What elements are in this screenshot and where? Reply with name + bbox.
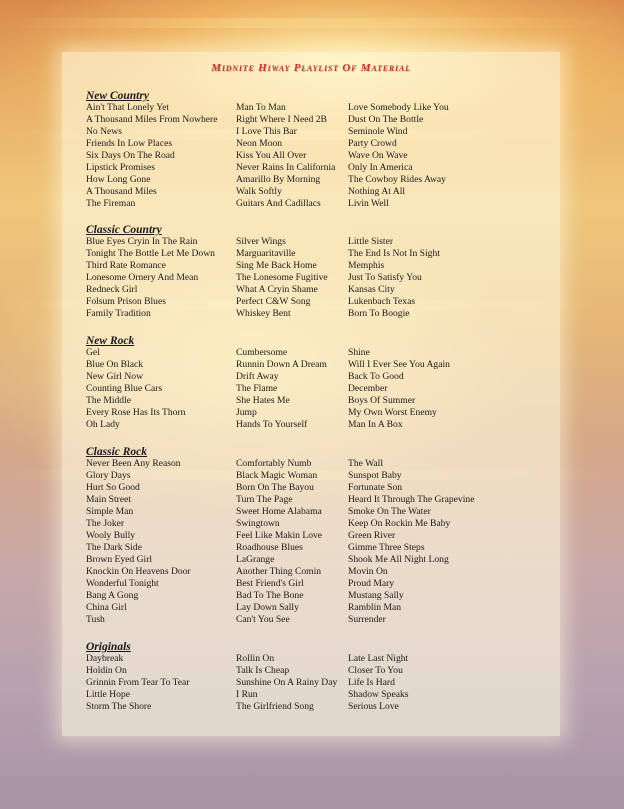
song-title: Grinnin From Tear To Tear <box>86 677 190 688</box>
song-title: The Girlfriend Song <box>236 701 314 712</box>
song-title: Wave On Wave <box>348 150 408 161</box>
song-column <box>236 458 322 626</box>
song-title: The Dark Side <box>86 542 142 553</box>
song-title: Sweet Home Alabama <box>236 506 322 517</box>
song-title: Man To Man <box>236 102 286 113</box>
song-title: I Run <box>236 689 258 700</box>
page-title: Midnite Hiway Playlist Of Material <box>211 62 411 74</box>
song-title: Tonight The Bottle Let Me Down <box>86 248 215 259</box>
song-title: The Middle <box>86 395 132 406</box>
section-classic-country <box>86 224 556 324</box>
section-new-country <box>86 90 556 216</box>
song-title: The Fireman <box>86 198 136 209</box>
song-title: Sing Me Back Home <box>236 260 317 271</box>
song-title: Another Thing Comin <box>236 566 322 577</box>
song-title: Tush <box>86 614 105 625</box>
song-title: Comfortably Numb <box>236 458 312 469</box>
song-title: Late Last Night <box>348 653 409 664</box>
song-title: Dust On The Bottle <box>348 114 424 125</box>
song-title: Counting Blue Cars <box>86 383 163 394</box>
song-title: Glory Days <box>86 470 131 481</box>
song-title: The Joker <box>86 518 125 529</box>
song-title: Gimme Three Steps <box>348 542 425 553</box>
song-title: Will I Ever See You Again <box>348 359 450 370</box>
song-column <box>236 102 335 210</box>
song-title: China Girl <box>86 602 127 613</box>
song-title: Livin Well <box>348 198 389 209</box>
song-title: Ain't That Lonely Yet <box>86 102 170 113</box>
song-title: Simple Man <box>86 506 134 517</box>
song-title: Heard It Through The Grapevine <box>348 494 475 505</box>
song-title: Wonderful Tonight <box>86 578 159 589</box>
song-title: Neon Moon <box>236 138 283 149</box>
song-title: Swingtown <box>236 518 280 529</box>
song-title: Just To Satisfy You <box>348 272 422 283</box>
song-title: Little Hope <box>86 689 130 700</box>
song-title: Amarillo By Morning <box>236 174 321 185</box>
section-new-rock <box>86 335 556 435</box>
song-title: Cumbersome <box>236 347 288 358</box>
song-title: Brown Eyed Girl <box>86 554 153 565</box>
song-column <box>348 102 449 210</box>
song-column <box>348 653 409 713</box>
song-title: New Girl Now <box>86 371 144 382</box>
song-title: Lonesome Ornery And Mean <box>86 272 199 283</box>
song-title: Sunshine On A Rainy Day <box>236 677 338 688</box>
song-column <box>236 653 337 713</box>
song-title: Black Magic Woman <box>236 470 318 481</box>
song-title: Guitars And Cadillacs <box>236 198 321 209</box>
song-title: Kansas City <box>348 284 395 295</box>
section-heading: Originals <box>86 641 131 653</box>
song-column <box>348 236 440 320</box>
song-title: Mustang Sally <box>348 590 404 601</box>
song-title: She Hates Me <box>236 395 290 406</box>
song-title: Never Been Any Reason <box>86 458 181 469</box>
song-title: Walk Softly <box>236 186 282 197</box>
song-title: Party Crowd <box>348 138 397 149</box>
song-title: Seminole Wind <box>348 126 408 137</box>
song-title: Fortunate Son <box>348 482 403 493</box>
song-title: Jump <box>236 407 257 418</box>
song-title: Main Street <box>86 494 132 505</box>
song-title: Holdin On <box>86 665 127 676</box>
song-column <box>348 458 474 626</box>
song-title: Bang A Gong <box>86 590 139 601</box>
song-title: Daybreak <box>86 653 124 664</box>
song-title: Lukenbach Texas <box>348 296 416 307</box>
song-title: Back To Good <box>348 371 404 382</box>
song-title: Serious Love <box>348 701 399 712</box>
song-title: Marguaritaville <box>236 248 296 259</box>
song-title: Never Rains In California <box>236 162 336 173</box>
song-title: A Thousand Miles From Nowhere <box>86 114 218 125</box>
song-column <box>236 347 327 431</box>
song-title: Green River <box>348 530 396 541</box>
song-title: Ramblin Man <box>348 602 402 613</box>
song-title: Knockin On Heavens Door <box>86 566 191 577</box>
song-title: Shook Me All Night Long <box>348 554 449 565</box>
song-title: Lipstick Promises <box>86 162 156 173</box>
song-title: Shadow Speaks <box>348 689 409 700</box>
section-classic-rock <box>86 446 556 630</box>
song-title: Runnin Down A Dream <box>236 359 327 370</box>
song-title: Nothing At All <box>348 186 406 197</box>
song-title: The End Is Not In Sight <box>348 248 440 259</box>
section-heading: Classic Country <box>86 224 162 236</box>
song-title: Keep On Rockin Me Baby <box>348 518 451 529</box>
song-title: Shine <box>348 347 370 358</box>
song-title: Right Where I Need 2B <box>236 114 327 125</box>
song-title: Boys Of Summer <box>348 395 416 406</box>
song-column <box>86 102 217 210</box>
song-title: The Wall <box>348 458 384 469</box>
song-title: Family Tradition <box>86 308 151 319</box>
song-column <box>236 236 328 320</box>
song-title: Born On The Bayou <box>236 482 314 493</box>
song-title: A Thousand Miles <box>86 186 157 197</box>
song-title: Movin On <box>348 566 388 577</box>
song-title: My Own Worst Enemy <box>348 407 437 418</box>
song-title: Proud Mary <box>348 578 395 589</box>
song-title: Roadhouse Blues <box>236 542 303 553</box>
song-title: Silver Wings <box>236 236 286 247</box>
section-heading: New Country <box>86 90 149 102</box>
song-title: Folsum Prison Blues <box>86 296 166 307</box>
song-title: Love Somebody Like You <box>348 102 449 113</box>
song-title: I Love This Bar <box>236 126 297 137</box>
song-title: LaGrange <box>236 554 275 565</box>
song-title: Oh Lady <box>86 419 120 430</box>
song-title: No News <box>86 126 122 137</box>
song-title: The Flame <box>236 383 278 394</box>
song-column <box>348 347 450 431</box>
song-title: Turn The Page <box>236 494 293 505</box>
song-title: Rollin On <box>236 653 275 664</box>
song-title: The Lonesome Fugitive <box>236 272 328 283</box>
song-title: Life Is Hard <box>348 677 395 688</box>
section-heading: New Rock <box>86 335 135 347</box>
song-title: Man In A Box <box>348 419 403 430</box>
song-title: Best Friend's Girl <box>236 578 304 589</box>
section-originals <box>86 641 556 717</box>
song-title: Closer To You <box>348 665 403 676</box>
song-title: Drift Away <box>236 371 279 382</box>
song-title: Sunspot Baby <box>348 470 402 481</box>
song-title: Hurt So Good <box>86 482 140 493</box>
song-title: Little Sister <box>348 236 394 247</box>
song-title: Talk Is Cheap <box>236 665 290 676</box>
song-title: Hands To Yourself <box>236 419 308 430</box>
song-title: What A Cryin Shame <box>236 284 318 295</box>
section-heading: Classic Rock <box>86 446 148 458</box>
song-title: Third Rate Romance <box>86 260 166 271</box>
song-title: Lay Down Sally <box>236 602 299 613</box>
song-title: Blue Eyes Cryin In The Rain <box>86 236 198 247</box>
song-title: How Long Gone <box>86 174 151 185</box>
song-title: Storm The Shore <box>86 701 152 712</box>
song-title: Redneck Girl <box>86 284 138 295</box>
song-title: The Cowboy Rides Away <box>348 174 446 185</box>
song-title: Bad To The Bone <box>236 590 304 601</box>
song-column <box>86 458 191 626</box>
song-title: December <box>348 383 388 394</box>
song-title: Perfect C&W Song <box>236 296 311 307</box>
song-title: Born To Boogie <box>348 308 410 319</box>
song-title: Can't You See <box>236 614 290 625</box>
song-title: Kiss You All Over <box>236 150 307 161</box>
song-title: Smoke On The Water <box>348 506 431 517</box>
song-title: Surrender <box>348 614 386 625</box>
song-title: Whiskey Bent <box>236 308 291 319</box>
song-title: Six Days On The Road <box>86 150 175 161</box>
song-title: Every Rose Has Its Thorn <box>86 407 186 418</box>
song-title: Wooly Bully <box>86 530 136 541</box>
song-title: Memphis <box>348 260 385 271</box>
song-column <box>86 347 185 431</box>
song-title: Friends In Low Places <box>86 138 173 149</box>
song-title: Blue On Black <box>86 359 144 370</box>
song-title: Gel <box>86 347 100 358</box>
song-title: Feel Like Makin Love <box>236 530 323 541</box>
song-column <box>86 236 215 320</box>
song-title: Only In America <box>348 162 413 173</box>
song-column <box>86 653 190 713</box>
